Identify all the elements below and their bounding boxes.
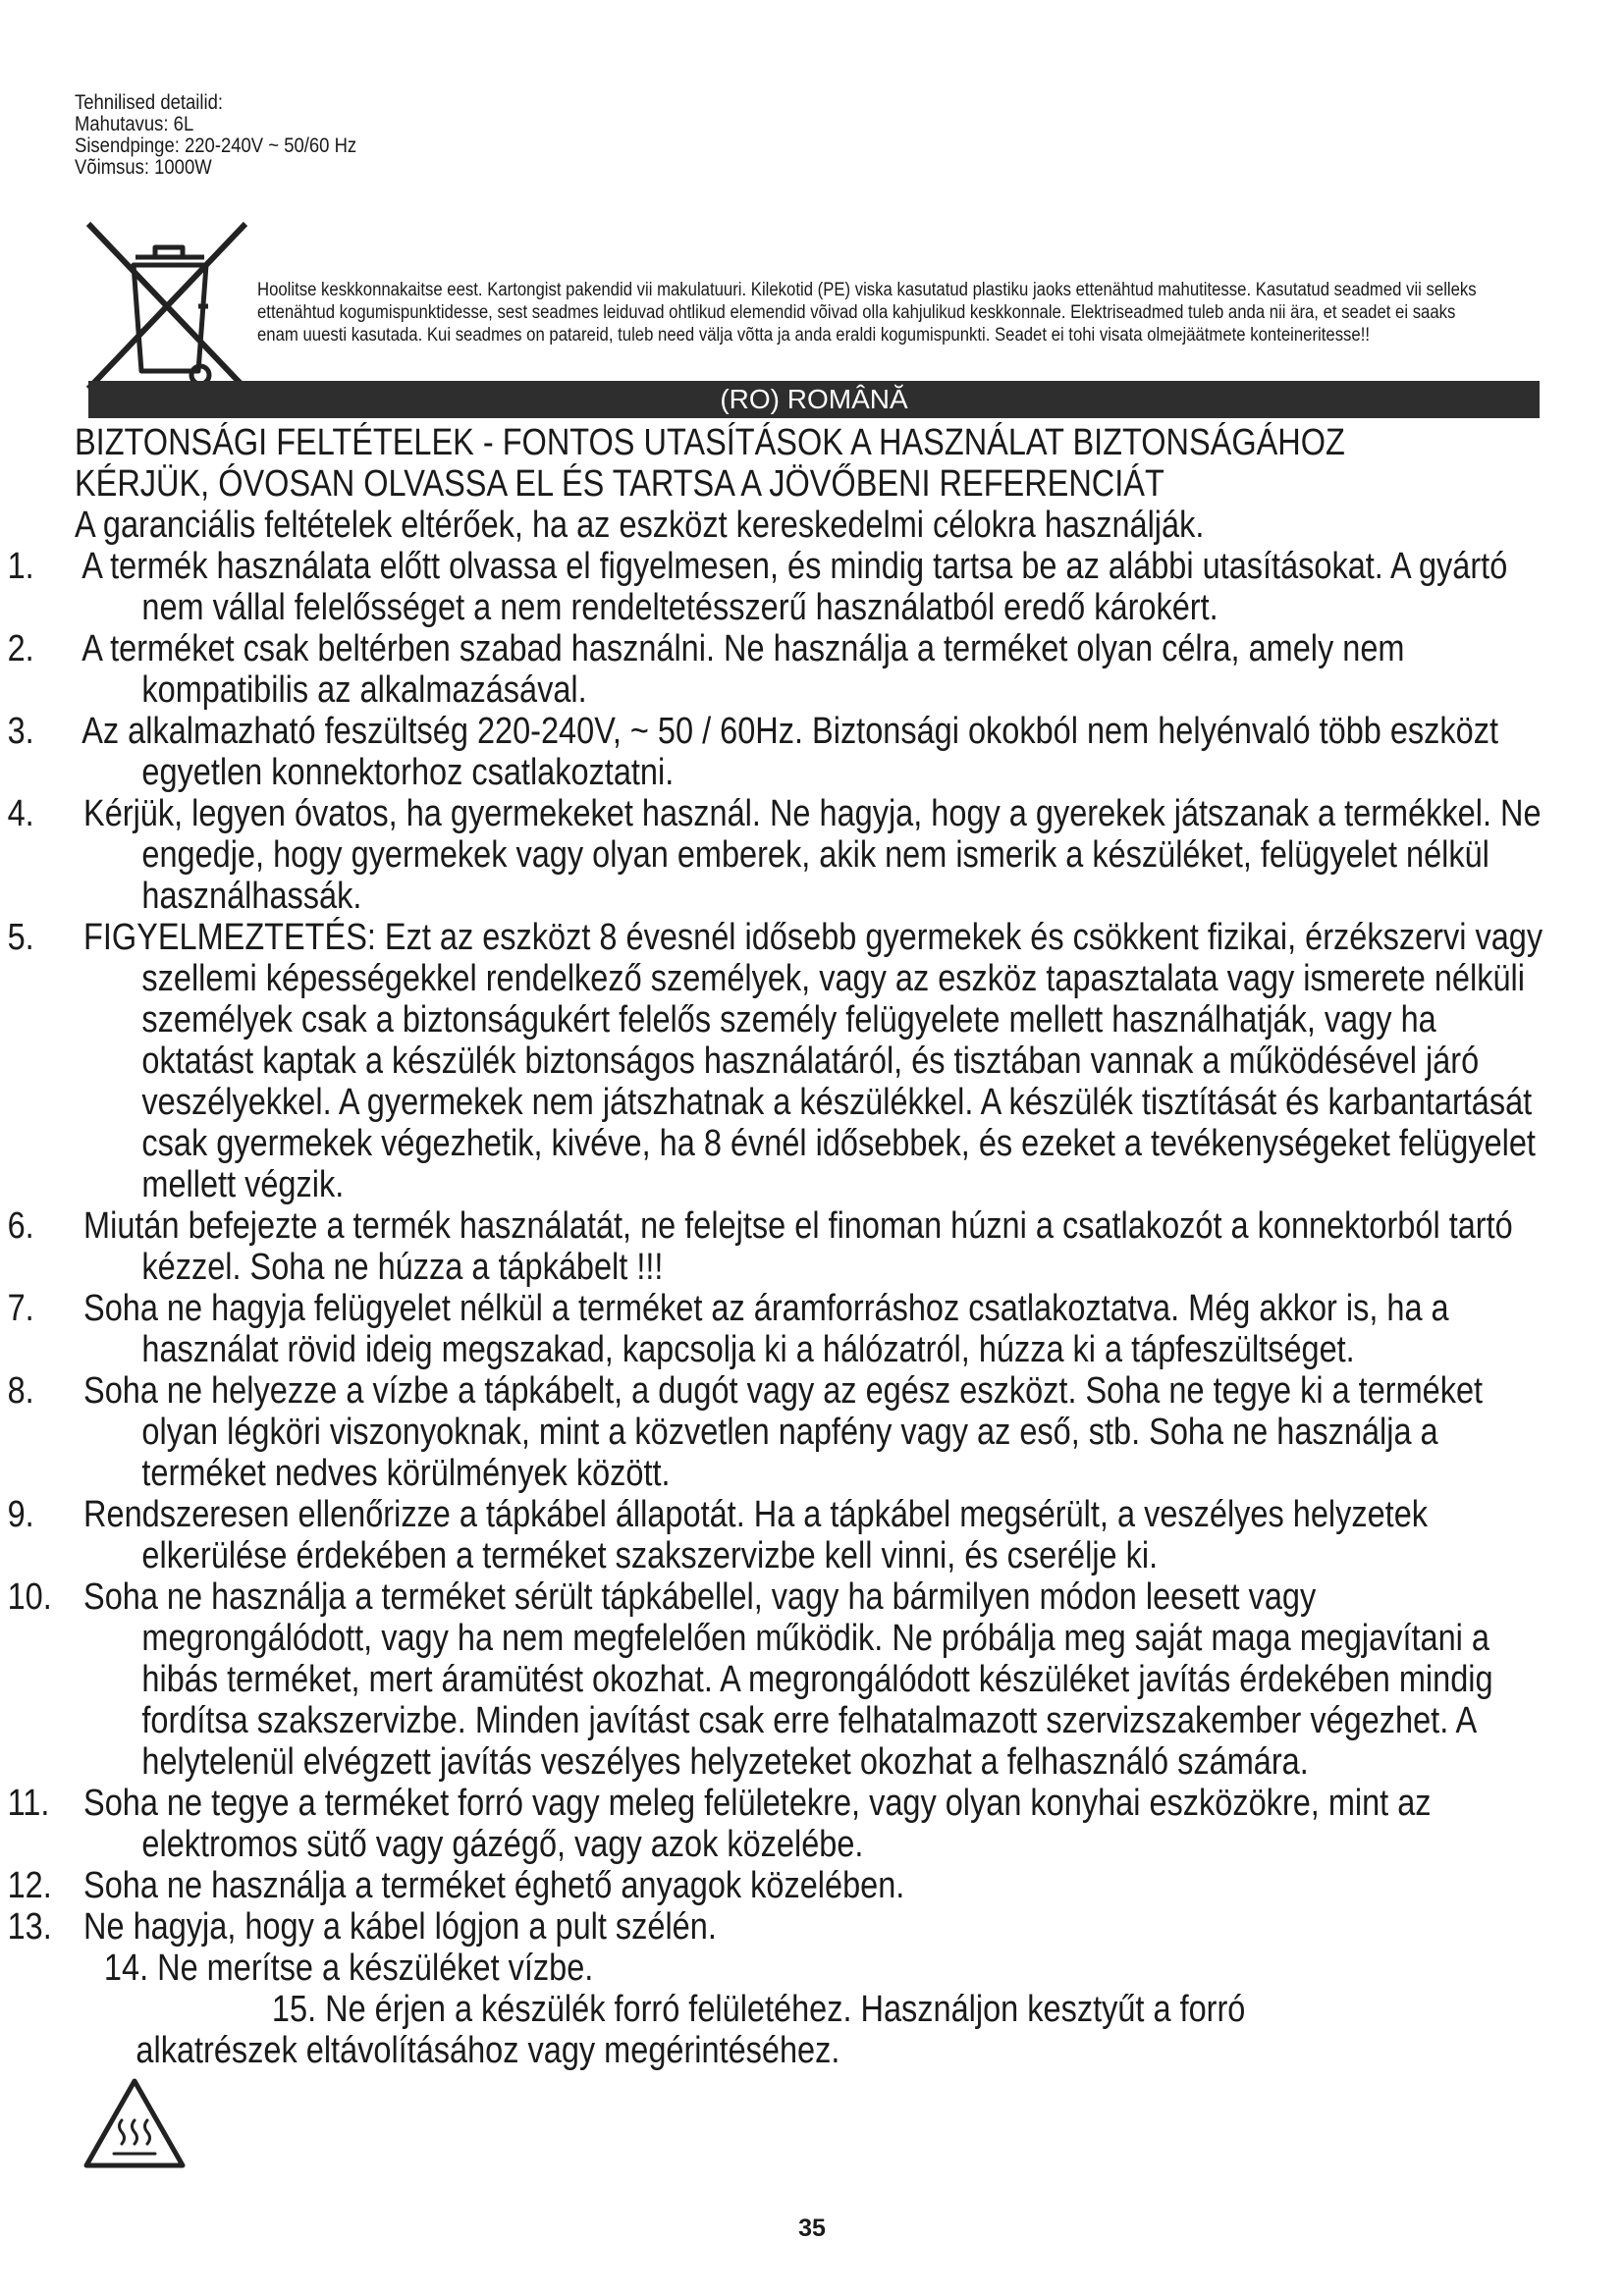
list-item: 3. Az alkalmazható feszültség 220-240V, ~ 50 / 60Hz. Biztonsági okokból nem helyénvaló több eszközt egyetlen konnektorhoz csatlakoztatni. [7,711,1498,793]
technical-power: Võimsus: 1000W [75,156,212,179]
list-item: 1. A termék használata előtt olvassa el figyelmesen, és mindig tartsa be az alábbi utasításokat. A gyártó nem vállal felelősséget a nem rendeltetésszerű használatból eredő károkért. [7,546,1508,628]
hot-surface-warning-icon [81,2075,189,2173]
technical-details [75,92,679,179]
list-item: 14. Ne merítse a készüléket vízbe. [103,1948,594,1989]
list-item: 10. Soha ne használja a terméket sérült tápkábellel, vagy ha bármilyen módon leesett vagy megrongálódott, vagy ha nem megfelelően működik. Ne próbálja meg saját maga megjavítani a hibás terméket, mert áramütést okozhat. A megrongálódott készüléket javítás érdekében mindig fordítsa szakszervizbe. Minden javítást csak erre felhatalmazott szervizszakember végezhet. A helytelenül elvégzett javítás veszélyes helyzeteket okozhat a felhasználó számára. [7,1576,1493,1783]
technical-heading: Tehnilised detailid: [75,91,224,114]
list-item: 7. Soha ne hagyja felügyelet nélkül a terméket az áramforráshoz csatlakoztatva. Még akkor is, ha a használat rövid ideig megszakad, kapcsolja ki a hálózatról, húzza ki a tápfeszültséget. [7,1288,1449,1370]
disposal-notice: Hoolitse keskkonnakaitse eest. Kartongist pakendid vii makulatuuri. Kilekotid (PE) viska kasutatud plastiku jaoks ettenähtud mahutitesse. Kasutatud seadmed vii selleks ettenähtud kogumispunktidesse, sest seadmes leiduvad ohtlikud elemendid võivad olla kahjulikud keskkonnale. Elektriseadmed tuleb anda nii ära, et seadet ei saaks enam uuesti kasutada. Kui seadmes on patareid, tuleb need välja võtta ja anda eraldi kogumispunkti. Seadet ei tohi visata olmejäätmete konteineritesse!! [257,280,1477,346]
page-number: 35 [798,2215,826,2242]
list-item: 2. A terméket csak beltérben szabad használni. Ne használja a terméket olyan célra, amely nem kompatibilis az alkalmazásával. [7,628,1405,711]
list-item: 4. Kérjük, legyen óvatos, ha gyermekeket használ. Ne hagyja, hogy a gyerekek játszanak a termékkel. Ne engedje, hogy gyermekek vagy olyan emberek, akik nem ismerik a készüléket, felügyelet nélkül használhassák. [7,793,1542,917]
list-item: 6. Miután befejezte a termék használatát, ne felejtse el finoman húzni a csatlakozót a konnektorból tartó kézzel. Soha ne húzza a tápkábelt !!! [7,1205,1513,1288]
list-item-15-line1: 15. Ne érjen a készülék forró felületéhez. Használjon kesztyűt a forró [271,1989,1246,2030]
safety-instructions [7,422,1552,2071]
list-item: 12. Soha ne használja a terméket éghető anyagok közelében. [7,1865,905,1906]
safety-heading: BIZTONSÁGI FELTÉTELEK - FONTOS UTASÍTÁSOK A HASZNÁLAT BIZTONSÁGÁHOZ [75,422,1345,463]
safety-subheading: KÉRJÜK, ÓVOSAN OLVASSA EL ÉS TARTSA A JÖVŐBENI REFERENCIÁT [75,463,1164,505]
technical-capacity: Mahutavus: 6L [75,113,194,135]
technical-voltage: Sisendpinge: 220-240V ~ 50/60 Hz [75,134,357,157]
list-item: 13. Ne hagyja, hogy a kábel lógjon a pult szélén. [7,1906,717,1948]
list-item: 8. Soha ne helyezze a vízbe a tápkábelt, a dugót vagy az egész eszközt. Soha ne tegye ki a terméket olyan légköri viszonyoknak, mint a közvetlen napfény vagy az eső, stb. Soha ne használja a terméket nedves körülmények között. [7,1370,1484,1494]
list-item-15-line2: alkatrészek eltávolításához vagy megérintéséhez. [135,2030,840,2071]
warranty-note: A garanciális feltételek eltérőek, ha az eszközt kereskedelmi célokra használják. [75,505,1205,546]
list-item: 9. Rendszeresen ellenőrizze a tápkábel állapotát. Ha a tápkábel megsérült, a veszélyes helyzetek elkerülése érdekében a terméket szakszervizbe kell vinni, és cserélje ki. [7,1494,1429,1576]
language-banner: (RO) ROMÂNĂ [88,381,1540,418]
list-item: 11. Soha ne tegye a terméket forró vagy meleg felületekre, vagy olyan konyhai eszközökre, mint az elektromos sütő vagy gázégő, vagy azok közelébe. [7,1783,1432,1865]
list-item: 5. FIGYELMEZTETÉS: Ezt az eszközt 8 évesnél idősebb gyermekek és csökkent fizikai, érzékszervi vagy szellemi képességekkel rendelkező személyek, vagy az eszköz tapasztalata vagy ismerete nélküli személyek csak a biztonságukért felelős személy felügyelete mellett használhatják, vagy ha oktatást kaptak a készülék biztonságos használatáról, és tisztában vannak a működésével járó veszélyekkel. A gyermekek nem játszhatnak a készülékkel. A készülék tisztítását és karbantartását csak gyermekek végezhetik, kivéve, ha 8 évnél idősebbek, és ezeket a tevékenységeket felügyelet mellett végzik. [7,917,1543,1205]
crossed-out-wheelie-bin-icon [82,218,251,395]
